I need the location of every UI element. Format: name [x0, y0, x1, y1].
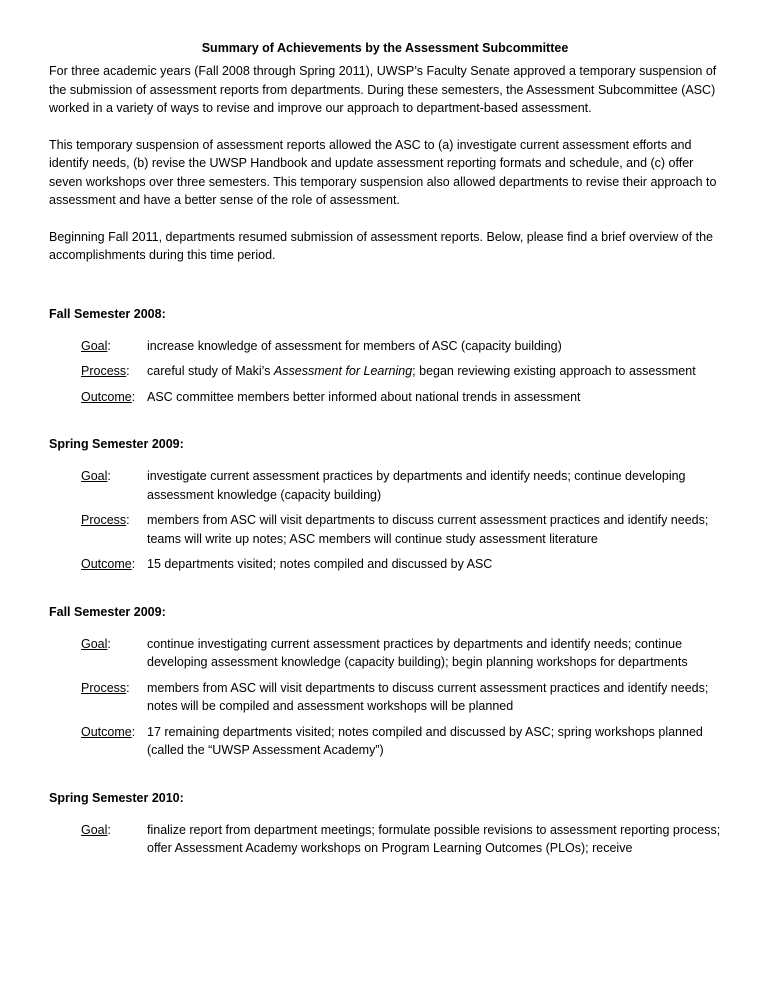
semester-title: Fall Semester 2008:	[49, 306, 166, 321]
goal-row	[81, 337, 721, 356]
document-body	[49, 38, 721, 887]
outcome-row	[81, 388, 721, 407]
intro-paragraph: For three academic years (Fall 2008 through Spring 2011), UWSP’s Faculty Senate approved a temporary suspension of the submission of assessment reports from departments. During these semesters, the Assessment Subcommittee (ASC) worked in a variety of ways to revise and improve our approach to department-based assessment.	[49, 64, 717, 115]
goal-row	[81, 821, 721, 858]
goal-text: finalize report from department meetings; formulate possible revisions to assessment reporting process; offer Assessment Academy workshops on Program Learning Outcomes (PLOs); receive	[147, 822, 721, 855]
book-title: Assessment for Learning	[273, 364, 413, 378]
suspension-paragraph: This temporary suspension of assessment reports allowed the ASC to (a) investigate current assessment efforts and identify needs, (b) revise the UWSP Handbook and update assessment reporting formats and schedule, and (c) offer seven workshops over three semesters. This temporary suspension also allowed departments to revise their approach to assessment and have a better sense of the role of assessment.	[49, 137, 717, 207]
goal-text: investigate current assessment practices by departments and identify needs; continue developing assessment knowledge (capacity building)	[147, 469, 686, 502]
semester-fall-2008	[49, 305, 721, 407]
semester-title: Spring Semester 2009:	[49, 437, 184, 451]
outcome-label: Outcome:	[81, 557, 136, 571]
process-text: careful study of Maki’s Assessment for Learning; began reviewing existing approach to assessment	[147, 364, 696, 378]
process-label: Process:	[81, 513, 130, 527]
process-text: members from ASC will visit departments to discuss current assessment practices and identify needs; notes will be compiled and assessment workshops will be planned	[147, 680, 709, 713]
outcome-label: Outcome:	[81, 724, 136, 739]
outcome-text: ASC committee members better informed about national trends in assessment	[147, 389, 581, 404]
goal-label: Goal:	[81, 636, 111, 651]
goal-label: Goal:	[81, 469, 111, 483]
goal-row	[81, 467, 721, 504]
outcome-text: 17 remaining departments visited; notes compiled and discussed by ASC; spring workshops planned (called the “UWSP Assessment Academy”)	[147, 724, 703, 757]
goal-row	[81, 635, 721, 672]
process-label: Process:	[81, 680, 130, 695]
process-row	[81, 511, 721, 548]
semester-fall-2009	[49, 603, 721, 760]
process-text: members from ASC will visit departments to discuss current assessment practices and identify needs; teams will write up notes; ASC members will continue study assessment literature	[147, 513, 709, 546]
document-title: Summary of Achievements by the Assessment Subcommittee	[201, 41, 569, 55]
goal-label: Goal:	[81, 338, 111, 353]
semester-title: Fall Semester 2009:	[49, 604, 166, 619]
goal-label: Goal:	[81, 822, 111, 837]
resumption-paragraph: Beginning Fall 2011, departments resumed submission of assessment reports. Below, please find a brief overview of the accomplishments during this time period.	[49, 229, 714, 262]
outcome-row	[81, 723, 721, 760]
outcome-row	[81, 555, 721, 574]
outcome-text: 15 departments visited; notes compiled and discussed by ASC	[147, 557, 493, 571]
semester-title: Spring Semester 2010:	[49, 790, 184, 805]
process-row	[81, 362, 721, 381]
goal-text: increase knowledge of assessment for members of ASC (capacity building)	[147, 338, 562, 353]
semester-spring-2009	[49, 435, 721, 574]
process-row	[81, 679, 721, 716]
outcome-label: Outcome:	[81, 389, 136, 404]
goal-text: continue investigating current assessment practices by departments and identify needs; continue developing assessment knowledge (capacity building); begin planning workshops for departments	[147, 636, 688, 669]
semester-spring-2010	[49, 789, 721, 858]
process-label: Process:	[81, 364, 130, 378]
